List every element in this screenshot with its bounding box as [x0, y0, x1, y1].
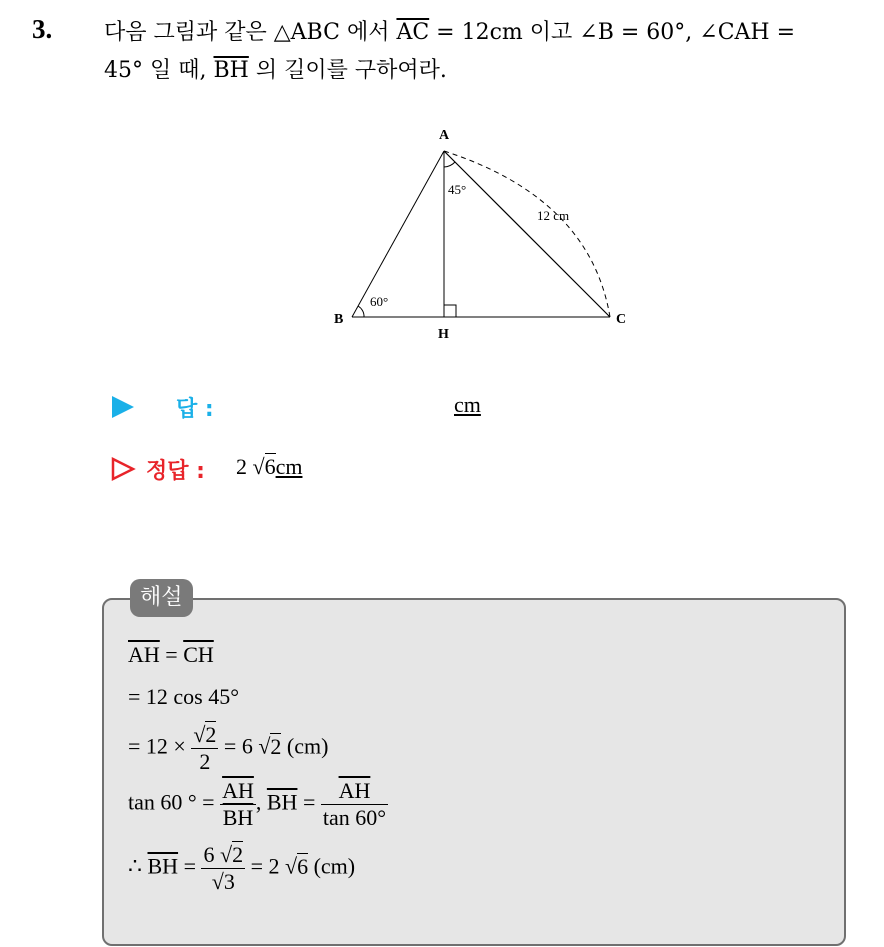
text: ∴: [128, 853, 148, 879]
angle-label-a: 45°: [448, 182, 467, 197]
label-h: H: [438, 327, 449, 338]
correct-answer-value: 2 √6cm: [236, 454, 303, 479]
problem-statement: [104, 14, 864, 90]
op: =: [297, 789, 321, 815]
angle-arc-b: [358, 306, 364, 317]
statement-text: = 12cm 이고 ∠B = 60°, ∠CAH =: [429, 20, 796, 45]
numerator: 6 √2: [203, 842, 244, 867]
triangle-figure: [320, 118, 640, 338]
question-number: 3.: [32, 14, 53, 44]
side-ac: [444, 151, 610, 317]
numerator: √2: [193, 722, 217, 747]
fraction: [201, 842, 245, 895]
play-triangle-icon: [110, 394, 136, 420]
text: = 12 ×: [128, 733, 192, 759]
angle-arc-a: [444, 162, 455, 167]
fraction: [191, 722, 218, 775]
radicand: 6: [297, 853, 309, 879]
segment: $\overline{BH}$: [147, 853, 179, 879]
label-b: B: [334, 312, 344, 327]
statement-text: 의 길이를 구하여라.: [248, 58, 447, 83]
numerator: $\overline{AH}$: [321, 778, 388, 805]
statement-text: 다음 그림과 같은 △ABC 에서: [104, 20, 397, 45]
answer-row: [110, 390, 610, 430]
unit: cm: [275, 454, 303, 479]
explanation-line-4: [128, 778, 388, 831]
explanation-line-1: [128, 642, 214, 668]
text: tan 60 ° =: [128, 789, 221, 815]
op: =: [178, 853, 202, 879]
denominator: 2: [199, 749, 211, 774]
denominator: tan 60°: [322, 805, 387, 830]
radicand: 2: [205, 722, 217, 747]
statement-text: 45° 일 때,: [104, 58, 214, 83]
segment: $\overline{CH}$: [183, 642, 214, 667]
segment-ac: $\overline{AC}$: [396, 20, 430, 45]
numerator: $\overline{AH}$: [222, 778, 254, 803]
radicand: 6: [264, 454, 276, 479]
correct-answer-label: 정답 :: [146, 459, 205, 484]
outline-triangle-icon: [110, 456, 136, 482]
explanation-line-3: = 12 × $\frac{√2}{2}$ = 6 √2 (cm): [128, 722, 329, 774]
explanation-tag: 해설: [130, 579, 193, 617]
radicand: 3: [223, 869, 235, 894]
denominator: √3: [211, 869, 235, 894]
correct-answer-row: [110, 450, 610, 490]
side-ab: [352, 151, 444, 317]
fraction: [220, 778, 256, 831]
unit: (cm): [308, 853, 356, 879]
side-label-ac: 12 cm: [537, 208, 570, 223]
explanation-line-5: ∴ $\overline{BH}$ = $\frac{6 √2}{√3}$ = 2 √6 (cm): [128, 842, 356, 894]
unit: (cm): [281, 733, 329, 759]
answer-unit: cm: [454, 392, 481, 417]
text: = 2: [245, 853, 285, 879]
op: =: [159, 642, 184, 667]
fraction: [321, 778, 388, 831]
right-angle-mark: [444, 305, 456, 317]
coef: 2: [236, 454, 247, 479]
coef: 6: [203, 842, 220, 867]
angle-label-b: 60°: [370, 294, 389, 309]
answer-label: 답 :: [176, 397, 214, 422]
text: ,: [255, 789, 267, 815]
label-c: C: [616, 312, 627, 327]
segment: $\overline{AH}$: [128, 642, 160, 667]
radicand: 2: [270, 733, 282, 759]
segment-bh: $\overline{BH}$: [213, 58, 249, 83]
denominator: BH: [222, 805, 254, 830]
segment: $\overline{BH}$: [266, 789, 298, 815]
label-a: A: [439, 128, 450, 143]
explanation-line-2: = 12 cos 45°: [128, 684, 240, 709]
text: = 6: [218, 733, 259, 759]
radicand: 2: [232, 842, 244, 867]
